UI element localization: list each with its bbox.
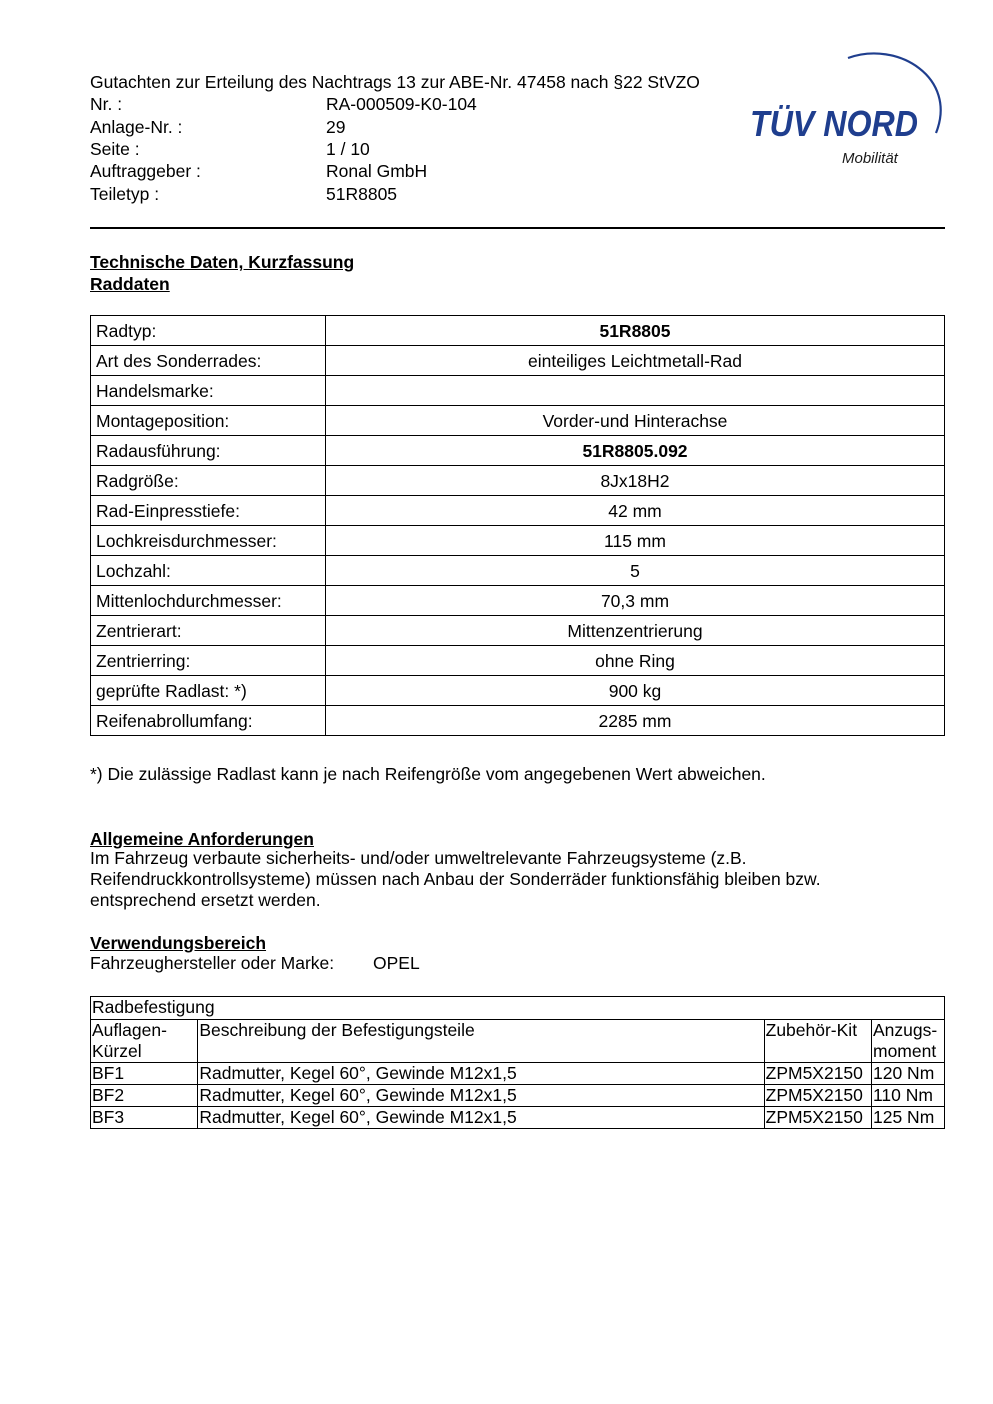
table-row xyxy=(91,496,945,526)
table-header-row xyxy=(91,1020,945,1063)
cell-torque: 125 Nm xyxy=(872,1107,945,1129)
row-label: Zentrierring: xyxy=(91,646,326,676)
table-row xyxy=(91,1085,945,1107)
row-label: Mittenlochdurchmesser: xyxy=(91,586,326,616)
document-title: Gutachten zur Erteilung des Nachtrags 13 zur ABE-Nr. 47458 nach §22 StVZO xyxy=(90,72,700,92)
cell-torque: 110 Nm xyxy=(872,1085,945,1107)
general-text-line: Reifendruckkontrollsysteme) müssen nach Anbau der Sonderräder funktionsfähig bleiben bzw. xyxy=(90,869,821,889)
meta-value: 29 xyxy=(326,117,346,137)
row-value xyxy=(326,376,945,406)
row-value: ohne Ring xyxy=(326,646,945,676)
section-heading-usage: Verwendungsbereich xyxy=(90,933,267,953)
row-value: 8Jx18H2 xyxy=(326,466,945,496)
table-title-row xyxy=(91,997,945,1020)
row-label: geprüfte Radlast: *) xyxy=(91,676,326,706)
wheel-fixing-table xyxy=(90,996,945,1129)
row-label: Montageposition: xyxy=(91,406,326,436)
meta-label: Anlage-Nr. : xyxy=(90,117,183,137)
general-text-line: entsprechend ersetzt werden. xyxy=(90,890,321,910)
header-description: Beschreibung der Befestigungsteile xyxy=(198,1020,764,1063)
logo-subtitle-text: Mobilität xyxy=(842,150,898,167)
meta-label: Seite : xyxy=(90,139,140,159)
row-value: 900 kg xyxy=(326,676,945,706)
row-value: Vorder-und Hinterachse xyxy=(326,406,945,436)
section-heading-general: Allgemeine Anforderungen xyxy=(90,829,314,849)
row-value: 42 mm xyxy=(326,496,945,526)
cell-kit: ZPM5X2150 xyxy=(764,1063,871,1085)
wheel-data-table xyxy=(90,315,945,736)
meta-label: Auftraggeber : xyxy=(90,161,201,181)
header-divider xyxy=(90,227,945,229)
row-label: Radausführung: xyxy=(91,436,326,466)
manufacturer-value: OPEL xyxy=(373,953,420,973)
manufacturer-label: Fahrzeughersteller oder Marke: xyxy=(90,953,335,973)
section-subheading-raddaten: Raddaten xyxy=(90,274,170,294)
header-torque-line: Anzugs- xyxy=(873,1020,938,1040)
table-row xyxy=(91,1063,945,1085)
logo-brand-text: TÜV NORD xyxy=(750,103,918,144)
table-row xyxy=(91,1107,945,1129)
cell-code: BF3 xyxy=(91,1107,198,1129)
row-value: 115 mm xyxy=(326,526,945,556)
meta-value: RA-000509-K0-104 xyxy=(326,94,477,114)
fixing-table-title: Radbefestigung xyxy=(91,997,945,1020)
header-kit: Zubehör-Kit xyxy=(764,1020,871,1063)
header-code xyxy=(91,1020,198,1063)
row-label: Lochkreisdurchmesser: xyxy=(91,526,326,556)
cell-description: Radmutter, Kegel 60°, Gewinde M12x1,5 xyxy=(198,1107,764,1129)
row-label: Zentrierart: xyxy=(91,616,326,646)
row-label: Handelsmarke: xyxy=(91,376,326,406)
meta-label: Teiletyp : xyxy=(90,184,160,204)
table-row xyxy=(91,646,945,676)
table-row xyxy=(91,316,945,346)
row-label: Lochzahl: xyxy=(91,556,326,586)
header-code-line: Kürzel xyxy=(92,1041,142,1061)
header-torque-line: moment xyxy=(873,1041,937,1061)
header-code-line: Auflagen- xyxy=(92,1020,167,1040)
row-value: 51R8805 xyxy=(326,316,945,346)
table-row xyxy=(91,406,945,436)
cell-kit: ZPM5X2150 xyxy=(764,1107,871,1129)
row-value: 5 xyxy=(326,556,945,586)
table-row xyxy=(91,526,945,556)
table-row xyxy=(91,346,945,376)
header-torque xyxy=(872,1020,945,1063)
meta-value: Ronal GmbH xyxy=(326,161,428,181)
table-row xyxy=(91,616,945,646)
row-value: 51R8805.092 xyxy=(326,436,945,466)
meta-label: Nr. : xyxy=(90,94,123,114)
cell-torque: 120 Nm xyxy=(872,1063,945,1085)
table-row xyxy=(91,466,945,496)
cell-code: BF1 xyxy=(91,1063,198,1085)
cell-description: Radmutter, Kegel 60°, Gewinde M12x1,5 xyxy=(198,1085,764,1107)
row-label: Art des Sonderrades: xyxy=(91,346,326,376)
table-row xyxy=(91,586,945,616)
table-row xyxy=(91,706,945,736)
table-row xyxy=(91,436,945,466)
general-text-line: Im Fahrzeug verbaute sicherheits- und/oder umweltrelevante Fahrzeugsysteme (z.B. xyxy=(90,848,747,868)
row-label: Reifenabrollumfang: xyxy=(91,706,326,736)
section-heading-tech: Technische Daten, Kurzfassung xyxy=(90,252,355,272)
row-label: Radtyp: xyxy=(91,316,326,346)
radlast-footnote: *) Die zulässige Radlast kann je nach Reifengröße vom angegebenen Wert abweichen. xyxy=(90,764,766,784)
table-row xyxy=(91,556,945,586)
row-label: Radgröße: xyxy=(91,466,326,496)
row-value: einteiliges Leichtmetall-Rad xyxy=(326,346,945,376)
cell-code: BF2 xyxy=(91,1085,198,1107)
meta-value: 51R8805 xyxy=(326,184,398,204)
row-value: Mittenzentrierung xyxy=(326,616,945,646)
row-value: 2285 mm xyxy=(326,706,945,736)
row-label: Rad-Einpresstiefe: xyxy=(91,496,326,526)
cell-description: Radmutter, Kegel 60°, Gewinde M12x1,5 xyxy=(198,1063,764,1085)
row-value: 70,3 mm xyxy=(326,586,945,616)
tuv-nord-logo xyxy=(748,48,948,173)
meta-value: 1 / 10 xyxy=(326,139,370,159)
cell-kit: ZPM5X2150 xyxy=(764,1085,871,1107)
table-row xyxy=(91,676,945,706)
table-row xyxy=(91,376,945,406)
